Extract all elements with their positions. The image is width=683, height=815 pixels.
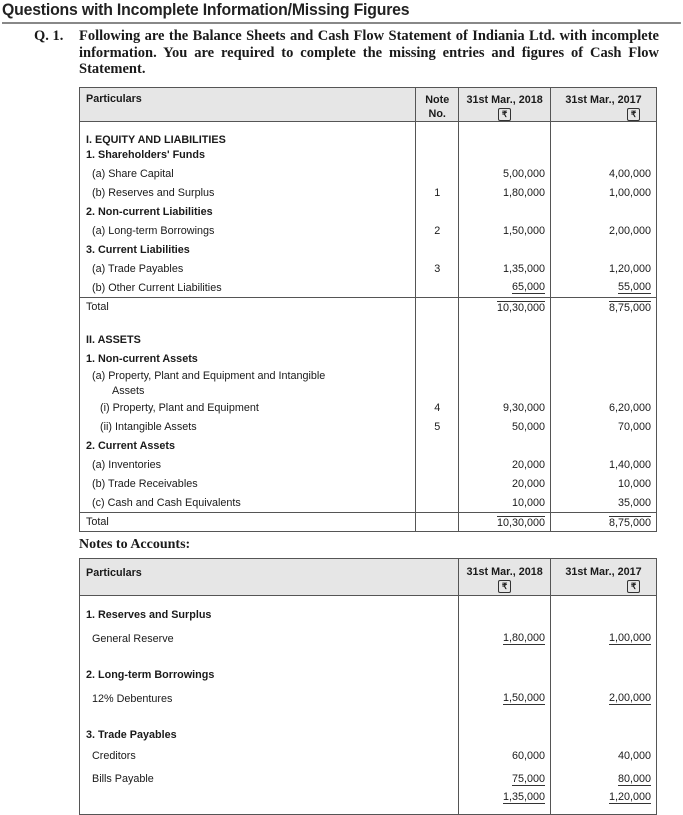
row-amount-2018 <box>459 513 551 532</box>
table-row <box>80 685 657 713</box>
row-amount-2018 <box>459 184 551 203</box>
header-2017 <box>551 88 657 122</box>
notes-row-particulars <box>80 768 459 791</box>
row-amount-2018 <box>459 241 551 260</box>
row-particulars <box>80 260 416 279</box>
row-particulars-text: 2. Current Assets <box>86 440 176 452</box>
balance-sheet-table <box>79 87 657 532</box>
amount-2018: 50,000 <box>512 421 546 433</box>
notes-table <box>79 558 657 815</box>
row-particulars-text: Assets <box>112 385 145 397</box>
row-particulars <box>80 418 416 437</box>
row-particulars-text: (i) Property, Plant and Equipment <box>100 402 259 414</box>
notes-row-particulars <box>80 596 459 606</box>
row-amount-2018 <box>459 165 551 184</box>
row-particulars-text: 3. Current Liabilities <box>86 244 190 256</box>
amount-2017: 1,40,000 <box>608 459 651 471</box>
notes-amount-2018 <box>459 596 551 606</box>
header-2018-label: 31st Mar., 2018 <box>466 94 543 106</box>
row-particulars <box>80 222 416 241</box>
notes-row-particulars <box>80 606 459 625</box>
notes-amount-2017-text: 1,00,000 <box>608 632 651 644</box>
row-particulars <box>80 369 416 384</box>
row-note <box>416 260 459 279</box>
row-note-text: 1 <box>434 187 441 199</box>
row-particulars <box>80 241 416 260</box>
table-row <box>80 437 657 456</box>
row-amount-2017 <box>551 494 657 513</box>
row-note <box>416 350 459 369</box>
row-particulars <box>80 494 416 513</box>
row-amount-2018 <box>459 317 551 331</box>
row-particulars-text: I. EQUITY AND LIABILITIES <box>86 133 226 146</box>
row-amount-2018 <box>459 260 551 279</box>
row-particulars <box>80 203 416 222</box>
table-row <box>80 279 657 298</box>
row-particulars <box>80 331 416 350</box>
row-particulars <box>80 475 416 494</box>
notes-row-particulars <box>80 685 459 713</box>
row-note <box>416 331 459 350</box>
row-note <box>416 437 459 456</box>
notes-amount-2018-text: 1,80,000 <box>503 632 546 644</box>
row-note-text: 5 <box>434 421 441 433</box>
row-particulars-text: (b) Other Current Liabilities <box>92 281 222 294</box>
amount-2018: 20,000 <box>512 478 546 490</box>
table-row <box>80 331 657 350</box>
notes-title: Notes to Accounts: <box>79 537 191 552</box>
row-amount-2018 <box>459 399 551 418</box>
row-particulars <box>80 184 416 203</box>
row-particulars-text: (a) Share Capital <box>92 168 174 180</box>
amount-2017: 4,00,000 <box>608 168 651 180</box>
notes-amount-2017-text: 40,000 <box>617 750 651 762</box>
notes-amount-2017 <box>551 685 657 713</box>
amount-2017: 1,20,000 <box>608 263 651 275</box>
header-2018 <box>459 88 551 122</box>
row-note <box>416 513 459 532</box>
table-row <box>80 745 657 768</box>
notes-row-particulars <box>80 726 459 745</box>
notes-header-particulars: Particulars <box>80 559 459 596</box>
notes-amount-2017-text: 80,000 <box>617 772 651 785</box>
notes-amount-2018-text: 75,000 <box>512 772 546 785</box>
amount-2018: 10,000 <box>512 496 546 509</box>
table-row <box>80 399 657 418</box>
header-note-no <box>416 88 459 122</box>
row-particulars-text: (ii) Intangible Assets <box>100 421 197 433</box>
row-particulars-text: 1. Non-current Assets <box>86 353 198 365</box>
row-note <box>416 418 459 437</box>
notes-amount-2017 <box>551 768 657 791</box>
row-note <box>416 184 459 203</box>
row-note <box>416 122 459 146</box>
row-amount-2018 <box>459 222 551 241</box>
table-row <box>80 713 657 726</box>
notes-amount-2017 <box>551 625 657 653</box>
row-particulars <box>80 146 416 165</box>
row-note <box>416 279 459 298</box>
notes-row-particulars-text: General Reserve <box>92 632 174 645</box>
amount-2018: 1,50,000 <box>503 225 546 237</box>
rupee-icon: ₹ <box>627 580 640 593</box>
row-note <box>416 456 459 475</box>
notes-amount-2018 <box>459 791 551 815</box>
row-note-text: 2 <box>434 225 441 237</box>
amount-2018: 10,30,000 <box>497 301 546 314</box>
notes-amount-2018-text: 1,50,000 <box>503 692 546 704</box>
table-row <box>80 184 657 203</box>
row-amount-2017 <box>551 350 657 369</box>
notes-amount-2017 <box>551 713 657 726</box>
notes-amount-2017 <box>551 653 657 666</box>
notes-amount-2018 <box>459 745 551 768</box>
row-note-text: 4 <box>434 402 441 414</box>
row-amount-2018 <box>459 475 551 494</box>
row-note <box>416 494 459 513</box>
row-amount-2018 <box>459 279 551 298</box>
row-particulars-text: 2. Non-current Liabilities <box>86 206 213 218</box>
rupee-icon: ₹ <box>498 108 511 121</box>
notes-amount-2017 <box>551 666 657 685</box>
row-particulars <box>80 513 416 532</box>
table-row <box>80 625 657 653</box>
header-2017-label: 31st Mar., 2017 <box>565 94 642 106</box>
notes-amount-2017 <box>551 791 657 815</box>
amount-2018: 10,30,000 <box>497 516 546 529</box>
row-particulars <box>80 317 416 331</box>
notes-row-particulars <box>80 791 459 815</box>
table-row <box>80 298 657 317</box>
notes-amount-2017 <box>551 606 657 625</box>
row-amount-2017 <box>551 317 657 331</box>
notes-row-particulars <box>80 713 459 726</box>
notes-header-2017 <box>551 559 657 596</box>
table-row <box>80 222 657 241</box>
row-particulars-text: (a) Trade Payables <box>92 263 184 275</box>
notes-amount-2018 <box>459 726 551 745</box>
table-row <box>80 241 657 260</box>
notes-header-2017-label: 31st Mar., 2017 <box>565 566 642 578</box>
notes-header-2018-label: 31st Mar., 2018 <box>466 566 543 578</box>
row-particulars <box>80 456 416 475</box>
row-amount-2018 <box>459 146 551 165</box>
table-row <box>80 475 657 494</box>
row-particulars-text: (a) Long-term Borrowings <box>92 225 215 237</box>
header-note-line2: No. <box>428 108 446 120</box>
row-amount-2018 <box>459 384 551 399</box>
question-text: Following are the Balance Sheets and Cash Flow Statement of Indiania Ltd. with incomplete information. You are required to complete the missing entries and figures of Cash Flow Statement. <box>79 28 659 77</box>
notes-amount-2018 <box>459 713 551 726</box>
balance-sheet-header <box>80 88 657 122</box>
table-row <box>80 596 657 606</box>
notes-row-particulars <box>80 745 459 768</box>
notes-amount-2018 <box>459 625 551 653</box>
notes-amount-2018 <box>459 606 551 625</box>
table-row <box>80 653 657 666</box>
row-note <box>416 369 459 384</box>
amount-2017: 2,00,000 <box>608 225 651 237</box>
table-row <box>80 384 657 399</box>
row-amount-2017 <box>551 369 657 384</box>
row-amount-2017 <box>551 298 657 317</box>
amount-2017: 35,000 <box>617 496 651 509</box>
rupee-icon: ₹ <box>627 108 640 121</box>
table-row <box>80 513 657 532</box>
row-amount-2017 <box>551 279 657 298</box>
row-note <box>416 222 459 241</box>
notes-amount-2017 <box>551 745 657 768</box>
row-amount-2017 <box>551 165 657 184</box>
notes-amount-2018-text: 1,35,000 <box>503 790 546 803</box>
amount-2018: 1,35,000 <box>503 263 546 275</box>
notes-row-particulars <box>80 666 459 685</box>
row-particulars-text: Total <box>86 301 109 314</box>
table-row <box>80 260 657 279</box>
notes-row-particulars <box>80 653 459 666</box>
row-note <box>416 203 459 222</box>
amount-2018: 5,00,000 <box>503 168 546 180</box>
table-row <box>80 203 657 222</box>
notes-header <box>80 559 657 596</box>
row-particulars-text: (b) Trade Receivables <box>92 478 198 490</box>
row-amount-2017 <box>551 437 657 456</box>
table-row <box>80 791 657 815</box>
notes-amount-2018 <box>459 685 551 713</box>
amount-2018: 20,000 <box>512 459 546 471</box>
amount-2017: 8,75,000 <box>608 516 651 529</box>
row-particulars-text: 1. Shareholders' Funds <box>86 149 205 161</box>
amount-2017: 6,20,000 <box>608 402 651 414</box>
row-particulars-text: Total <box>86 516 109 528</box>
row-amount-2018 <box>459 369 551 384</box>
row-note <box>416 384 459 399</box>
row-particulars-text: (b) Reserves and Surplus <box>92 187 215 199</box>
table-row <box>80 456 657 475</box>
notes-row-particulars-text: 1. Reserves and Surplus <box>86 609 212 621</box>
section-title: Questions with Incomplete Information/Missing Figures <box>2 0 681 24</box>
row-note-text: 3 <box>434 263 441 275</box>
table-row <box>80 768 657 791</box>
table-row <box>80 369 657 384</box>
row-particulars <box>80 384 416 399</box>
row-amount-2017 <box>551 399 657 418</box>
notes-amount-2017-text: 2,00,000 <box>608 692 651 704</box>
table-row <box>80 494 657 513</box>
row-particulars <box>80 298 416 317</box>
row-particulars <box>80 399 416 418</box>
row-note <box>416 399 459 418</box>
table-row <box>80 350 657 369</box>
notes-amount-2018-text: 60,000 <box>512 750 546 762</box>
row-particulars <box>80 437 416 456</box>
notes-row-particulars-text: Bills Payable <box>92 773 154 785</box>
row-amount-2017 <box>551 184 657 203</box>
row-amount-2018 <box>459 203 551 222</box>
row-amount-2018 <box>459 494 551 513</box>
notes-amount-2017 <box>551 726 657 745</box>
amount-2018: 9,30,000 <box>503 402 546 414</box>
row-particulars <box>80 122 416 146</box>
table-row <box>80 606 657 625</box>
row-amount-2017 <box>551 260 657 279</box>
notes-amount-2017-text: 1,20,000 <box>608 790 651 803</box>
row-amount-2018 <box>459 437 551 456</box>
row-amount-2018 <box>459 456 551 475</box>
row-amount-2017 <box>551 331 657 350</box>
amount-2017: 55,000 <box>617 281 651 294</box>
notes-row-particulars-text: Creditors <box>92 750 136 762</box>
row-amount-2017 <box>551 203 657 222</box>
notes-amount-2018 <box>459 768 551 791</box>
row-amount-2017 <box>551 222 657 241</box>
header-particulars: Particulars <box>80 88 416 122</box>
table-row <box>80 726 657 745</box>
row-note <box>416 146 459 165</box>
row-amount-2018 <box>459 122 551 146</box>
row-amount-2017 <box>551 456 657 475</box>
notes-row-particulars-text: 2. Long-term Borrowings <box>86 669 215 681</box>
row-amount-2017 <box>551 241 657 260</box>
amount-2017: 10,000 <box>617 478 651 490</box>
notes-amount-2018 <box>459 666 551 685</box>
row-particulars <box>80 279 416 298</box>
amount-2017: 1,00,000 <box>608 187 651 199</box>
row-amount-2017 <box>551 513 657 532</box>
table-row <box>80 666 657 685</box>
notes-row-particulars <box>80 625 459 653</box>
header-note-line1: Note <box>425 94 450 106</box>
row-amount-2017 <box>551 122 657 146</box>
row-note <box>416 475 459 494</box>
rupee-icon: ₹ <box>498 580 511 593</box>
row-amount-2018 <box>459 298 551 317</box>
row-note <box>416 165 459 184</box>
amount-2017: 70,000 <box>617 421 651 433</box>
table-row <box>80 165 657 184</box>
table-row <box>80 317 657 331</box>
row-amount-2018 <box>459 418 551 437</box>
row-amount-2018 <box>459 331 551 350</box>
row-note <box>416 298 459 317</box>
notes-row-particulars-text: 12% Debentures <box>92 692 173 705</box>
table-row <box>80 418 657 437</box>
question-number: Q. 1. <box>34 28 64 44</box>
row-particulars-text: (c) Cash and Cash Equivalents <box>92 496 241 509</box>
row-particulars-text: II. ASSETS <box>86 334 141 346</box>
notes-row-particulars-text: 3. Trade Payables <box>86 729 177 741</box>
amount-2018: 65,000 <box>512 281 546 294</box>
table-row <box>80 146 657 165</box>
notes-amount-2017 <box>551 596 657 606</box>
row-amount-2017 <box>551 146 657 165</box>
table-row <box>80 122 657 146</box>
row-particulars <box>80 350 416 369</box>
row-amount-2018 <box>459 350 551 369</box>
notes-amount-2018 <box>459 653 551 666</box>
row-particulars-text: (a) Property, Plant and Equipment and Intangible <box>92 370 326 382</box>
row-amount-2017 <box>551 475 657 494</box>
row-particulars-text: (a) Inventories <box>92 459 162 471</box>
row-particulars <box>80 165 416 184</box>
amount-2018: 1,80,000 <box>503 187 546 199</box>
row-note <box>416 317 459 331</box>
row-amount-2017 <box>551 384 657 399</box>
row-amount-2017 <box>551 418 657 437</box>
row-note <box>416 241 459 260</box>
amount-2017: 8,75,000 <box>608 301 651 314</box>
notes-header-2018 <box>459 559 551 596</box>
